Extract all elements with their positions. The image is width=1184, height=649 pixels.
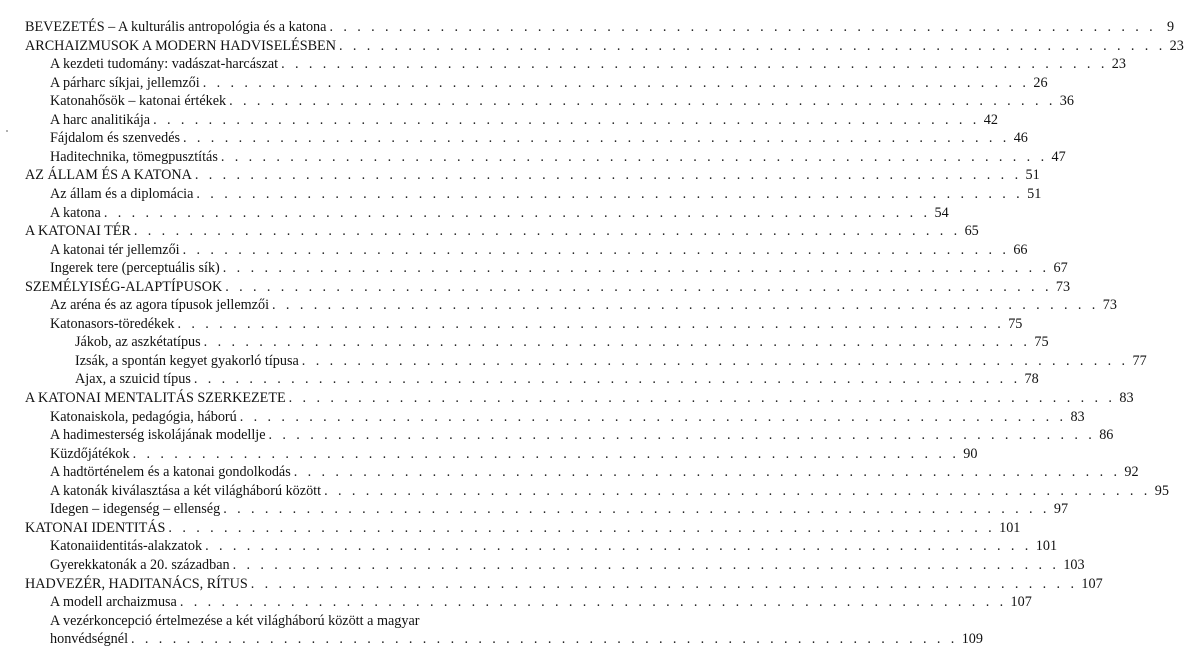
toc-entry [0, 315, 1023, 334]
toc-entry-title: Gyerekkatonák a 20. században [50, 556, 230, 573]
toc-entry [0, 55, 1126, 74]
margin-speck [6, 130, 8, 132]
toc-entry [0, 259, 1068, 278]
toc-entry-title: Ingerek tere (perceptuális sík) [50, 260, 220, 277]
toc-entry-title: honvédségnél [50, 631, 129, 648]
toc-entry [0, 204, 949, 223]
toc-page-number: 47 [1051, 148, 1066, 165]
toc-entry [0, 408, 1085, 427]
toc-entry-title: Fájdalom és szenvedés [50, 130, 181, 147]
toc-entry [0, 92, 1074, 111]
toc-entry [0, 278, 1071, 297]
toc-entry-title: Katonasors-töredékek [50, 315, 175, 332]
dot-leader: . . . . . . . . . . . . . . . . . . . . . . . . . . . . . . . . . . . . . . . . . . . . . . . . . . . . . . . . . . . . [229, 93, 1056, 110]
toc-entry-title: ARCHAIZMUSOK A MODERN HADVISELÉSBEN [25, 37, 336, 54]
toc-entry-title: A katona [50, 204, 101, 221]
dot-leader: . . . . . . . . . . . . . . . . . . . . . . . . . . . . . . . . . . . . . . . . . . . . . . . . . . . . . . . . . . . . [338, 37, 1166, 54]
toc-entry [0, 630, 983, 649]
dot-leader: . . . . . . . . . . . . . . . . . . . . . . . . . . . . . . . . . . . . . . . . . . . . . . . . . . . . . . . . . . . . [133, 223, 961, 240]
toc-entry-title: A hadtörténelem és a katonai gondolkodás [50, 464, 291, 481]
toc-page-number: 83 [1119, 390, 1134, 406]
toc-page-number: 46 [1013, 130, 1028, 147]
toc-page-number: 107 [1081, 575, 1103, 592]
toc-page-number: 75 [1008, 315, 1023, 332]
toc-page-number: 78 [1024, 371, 1039, 388]
toc-entry [0, 575, 1103, 594]
toc-page-number: 86 [1099, 427, 1114, 444]
toc-entry [0, 296, 1117, 315]
toc-page-number: 23 [1169, 37, 1184, 54]
toc-entry [0, 556, 1085, 575]
toc-entry [0, 37, 1184, 56]
dot-leader: . . . . . . . . . . . . . . . . . . . . . . . . . . . . . . . . . . . . . . . . . . . . . . . . . . . . . . . . . . . . [103, 204, 931, 221]
toc-page-number: 83 [1070, 408, 1085, 425]
toc-entry [0, 500, 1069, 519]
toc-entry-title: A KATONAI MENTALITÁS SZERKEZETE [25, 390, 286, 406]
toc-page-number: 97 [1053, 501, 1069, 518]
toc-entry [0, 445, 978, 464]
dot-leader: . . . . . . . . . . . . . . . . . . . . . . . . . . . . . . . . . . . . . . . . . . . . . . . . . . . . . . . . . . . . [288, 390, 1116, 406]
toc-page-number: 92 [1124, 464, 1139, 481]
dot-leader: . . . . . . . . . . . . . . . . . . . . . . . . . . . . . . . . . . . . . . . . . . . . . . . . . . . . . . . . . . . . [250, 575, 1078, 592]
toc-page-number: 65 [964, 223, 979, 240]
toc-entry [0, 333, 1049, 352]
toc-entry-title: Jákob, az aszkétatípus [75, 334, 201, 351]
toc-entry [0, 463, 1139, 482]
toc-page-number: 75 [1034, 334, 1049, 351]
toc-entry-title: A modell archaizmusa [50, 594, 177, 611]
toc-entry-title: Küzdőjátékok [50, 445, 130, 462]
dot-leader: . . . . . . . . . . . . . . . . . . . . . . . . . . . . . . . . . . . . . . . . . . . . . . . . . . . . . . . . . . . . [196, 185, 1024, 202]
toc-page-number: 51 [1025, 167, 1040, 184]
dot-leader: . . . . . . . . . . . . . . . . . . . . . . . . . . . . . . . . . . . . . . . . . . . . . . . . . . . . . . . . . . . . [205, 538, 1032, 555]
dot-leader: . . . . . . . . . . . . . . . . . . . . . . . . . . . . . . . . . . . . . . . . . . . . . . . . . . . . . . . . . . . . [225, 278, 1052, 295]
toc-page-number: 73 [1102, 297, 1117, 314]
toc-entry-title: A párharc síkjai, jellemzői [50, 74, 200, 91]
toc-entry-title: BEVEZETÉS – A kulturális antropológia és a katona [25, 19, 327, 35]
dot-leader: . . . . . . . . . . . . . . . . . . . . . . . . . . . . . . . . . . . . . . . . . . . . . . . . . . . . . . . . . . . . [324, 482, 1151, 499]
dot-leader: . . . . . . . . . . . . . . . . . . . . . . . . . . . . . . . . . . . . . . . . . . . . . . . . . . . . . . . . . . . . [168, 519, 996, 536]
toc-page-number: 77 [1132, 352, 1147, 369]
toc-page-number: 73 [1055, 278, 1071, 295]
toc-entry-title: SZEMÉLYISÉG-ALAPTÍPUSOK [25, 278, 223, 295]
toc-page-number: 54 [934, 204, 949, 221]
toc-entry [0, 482, 1169, 501]
toc-entry-title: A harc analitikája [50, 111, 151, 128]
toc-page-number: 103 [1063, 556, 1085, 573]
toc-entry [0, 129, 1028, 148]
toc-page-number: 26 [1033, 74, 1048, 91]
dot-leader: . . . . . . . . . . . . . . . . . . . . . . . . . . . . . . . . . . . . . . . . . . . . . . . . . . . . . . . . . . . . [179, 594, 1007, 611]
dot-leader: . . . . . . . . . . . . . . . . . . . . . . . . . . . . . . . . . . . . . . . . . . . . . . . . . . . . . . . . . . . . [183, 130, 1010, 147]
dot-leader: . . . . . . . . . . . . . . . . . . . . . . . . . . . . . . . . . . . . . . . . . . . . . . . . . . . . . . . . . . . . [203, 334, 1031, 351]
dot-leader: . . . . . . . . . . . . . . . . . . . . . . . . . . . . . . . . . . . . . . . . . . . . . . . . . . . . . . . . . . . . [329, 19, 1157, 35]
toc-entry [0, 74, 1048, 93]
toc-entry-title: Izsák, a spontán kegyet gyakorló típusa [75, 352, 299, 369]
dot-leader: . . . . . . . . . . . . . . . . . . . . . . . . . . . . . . . . . . . . . . . . . . . . . . . . . . . . . . . . . . . . [293, 464, 1121, 481]
toc-entry [0, 241, 1028, 260]
dot-leader: . . . . . . . . . . . . . . . . . . . . . . . . . . . . . . . . . . . . . . . . . . . . . . . . . . . . . . . . . . . . [272, 297, 1099, 314]
toc-entry [0, 519, 1021, 538]
dot-leader: . . . . . . . . . . . . . . . . . . . . . . . . . . . . . . . . . . . . . . . . . . . . . . . . . . . . . . . . . . . . [301, 352, 1129, 369]
toc-entry [0, 370, 1039, 389]
toc-page-number: 51 [1027, 185, 1042, 202]
dot-leader: . . . . . . . . . . . . . . . . . . . . . . . . . . . . . . . . . . . . . . . . . . . . . . . . . . . . . . . . . . . . [239, 408, 1067, 425]
dot-leader: . . . . . . . . . . . . . . . . . . . . . . . . . . . . . . . . . . . . . . . . . . . . . . . . . . . . . . . . . . . . [220, 148, 1048, 165]
toc-entry [0, 185, 1042, 204]
toc-entry-title: Katonaiskola, pedagógia, háború [50, 408, 237, 425]
toc-entry-title: HADVEZÉR, HADITANÁCS, RÍTUS [25, 575, 248, 592]
dot-leader: . . . . . . . . . . . . . . . . . . . . . . . . . . . . . . . . . . . . . . . . . . . . . . . . . . . . . . . . . . . . [232, 556, 1060, 573]
dot-leader: . . . . . . . . . . . . . . . . . . . . . . . . . . . . . . . . . . . . . . . . . . . . . . . . . . . . . . . . . . . . [281, 56, 1108, 73]
toc-entry-title: Az aréna és az agora típusok jellemzői [50, 297, 270, 314]
toc-entry [0, 148, 1066, 167]
dot-leader: . . . . . . . . . . . . . . . . . . . . . . . . . . . . . . . . . . . . . . . . . . . . . . . . . . . . . . . . . . . . [268, 427, 1096, 444]
toc-entry-title: A hadimesterség iskolájának modellje [50, 427, 266, 444]
toc-page-number: 36 [1059, 93, 1074, 110]
toc-page-number: 101 [1035, 538, 1058, 555]
toc-entry-title: A kezdeti tudomány: vadászat-harcászat [50, 56, 279, 73]
toc-entry-title: A katonák kiválasztása a két világháború között [50, 482, 322, 499]
toc-entry [0, 537, 1058, 556]
toc-entry-title: Katonahősök – katonai értékek [50, 93, 227, 110]
dot-leader: . . . . . . . . . . . . . . . . . . . . . . . . . . . . . . . . . . . . . . . . . . . . . . . . . . . . . . . . . . . . [202, 74, 1030, 91]
toc-entry-title: Haditechnika, tömegpusztítás [50, 148, 218, 165]
toc-entry-title: Ajax, a szuicid típus [75, 371, 191, 388]
toc-entry [0, 352, 1147, 371]
dot-leader: . . . . . . . . . . . . . . . . . . . . . . . . . . . . . . . . . . . . . . . . . . . . . . . . . . . . . . . . . . . . [131, 631, 958, 648]
toc-page-number: 9 [1167, 19, 1175, 35]
toc-page-number: 95 [1154, 482, 1169, 499]
toc-entry [0, 111, 998, 130]
toc-entry-title: Az állam és a diplomácia [50, 185, 194, 202]
toc-page-number: 107 [1010, 594, 1032, 611]
toc-page-number: 66 [1013, 241, 1028, 258]
toc-page-number: 101 [999, 519, 1021, 536]
dot-leader: . . . . . . . . . . . . . . . . . . . . . . . . . . . . . . . . . . . . . . . . . . . . . . . . . . . . . . . . . . . . [222, 260, 1050, 277]
toc-page-number: 42 [983, 111, 998, 128]
toc-entry [0, 18, 1175, 37]
toc-entry [0, 222, 979, 241]
toc-entry-title: A katonai tér jellemzői [50, 241, 180, 258]
toc-entry [0, 166, 1040, 185]
dot-leader: . . . . . . . . . . . . . . . . . . . . . . . . . . . . . . . . . . . . . . . . . . . . . . . . . . . . . . . . . . . . [182, 241, 1010, 258]
toc-entry-title: Katonaiidentitás-alakzatok [50, 538, 203, 555]
toc-entry-title: KATONAI IDENTITÁS [25, 519, 166, 536]
dot-leader: . . . . . . . . . . . . . . . . . . . . . . . . . . . . . . . . . . . . . . . . . . . . . . . . . . . . . . . . . . . . [193, 371, 1021, 388]
toc-page-number: 67 [1053, 260, 1068, 277]
toc-entry-title: AZ ÁLLAM ÉS A KATONA [25, 167, 192, 184]
dot-leader: . . . . . . . . . . . . . . . . . . . . . . . . . . . . . . . . . . . . . . . . . . . . . . . . . . . . . . . . . . . . [194, 167, 1022, 184]
toc-entry-title-line: A vezérkoncepció értelmezése a két világháború között a magyar [50, 612, 420, 629]
toc-entry [0, 593, 1032, 612]
toc-entry-title: Idegen – idegenség – ellenség [50, 501, 221, 518]
dot-leader: . . . . . . . . . . . . . . . . . . . . . . . . . . . . . . . . . . . . . . . . . . . . . . . . . . . . . . . . . . . . [153, 111, 980, 128]
dot-leader: . . . . . . . . . . . . . . . . . . . . . . . . . . . . . . . . . . . . . . . . . . . . . . . . . . . . . . . . . . . . [132, 445, 960, 462]
dot-leader: . . . . . . . . . . . . . . . . . . . . . . . . . . . . . . . . . . . . . . . . . . . . . . . . . . . . . . . . . . . . [223, 501, 1050, 518]
dot-leader: . . . . . . . . . . . . . . . . . . . . . . . . . . . . . . . . . . . . . . . . . . . . . . . . . . . . . . . . . . . . [177, 315, 1005, 332]
toc-page-number: 23 [1111, 56, 1126, 73]
toc-page-number: 90 [963, 445, 978, 462]
toc-entry [0, 389, 1134, 408]
toc-entry [0, 426, 1114, 445]
toc-entry-title: A KATONAI TÉR [25, 223, 131, 240]
toc-page-number: 109 [961, 631, 983, 648]
